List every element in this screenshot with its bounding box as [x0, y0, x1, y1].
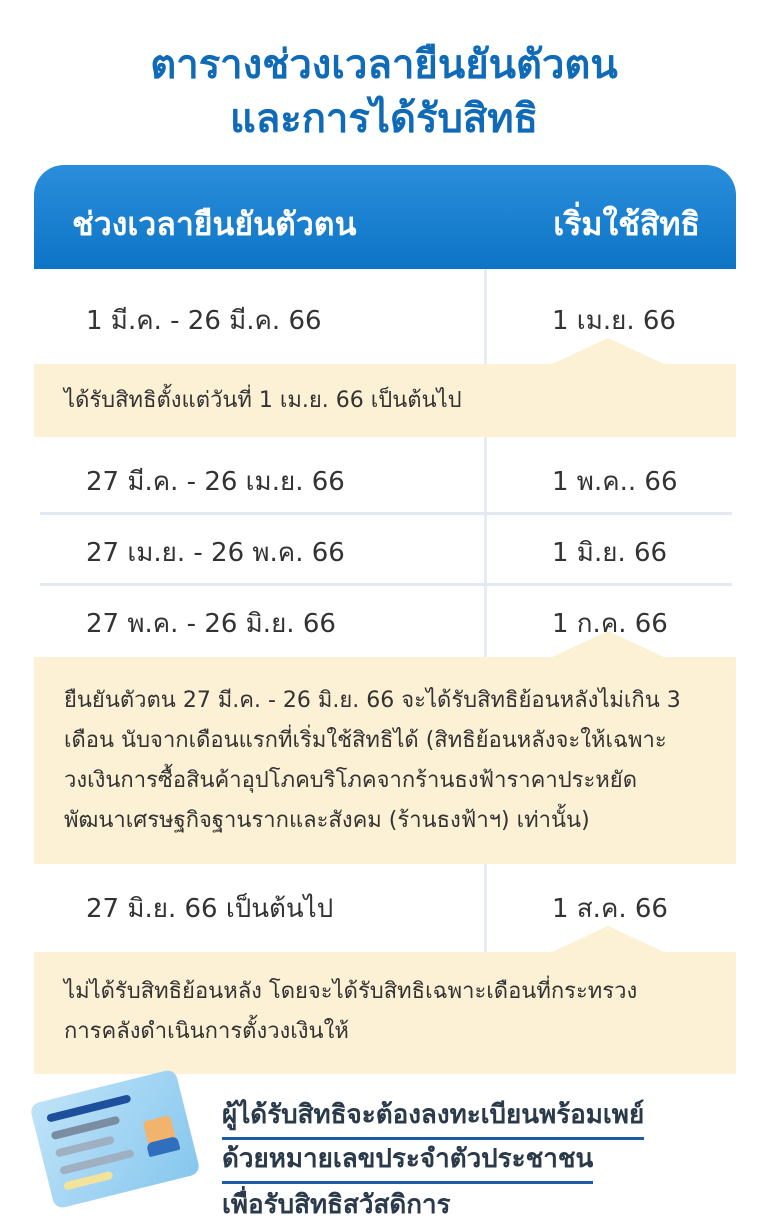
page-title-line-2: และการได้รับสิทธิ — [229, 96, 539, 142]
footer-line-2: ด้วยหมายเลขประจำตัวประชาชน — [222, 1138, 593, 1184]
column-divider — [484, 269, 487, 364]
row-start: 1 ก.ค. 66 — [552, 609, 668, 639]
note-box-3 — [34, 952, 736, 1074]
row-start: 1 ส.ค. 66 — [552, 894, 668, 924]
header-period: ช่วงเวลายืนยันตัวตน — [72, 205, 357, 243]
note-line: ไม่ได้รับสิทธิย้อนหลัง โดยจะได้รับสิทธิเฉพาะเดือนที่กระทรวง — [64, 979, 638, 1004]
note-notch — [552, 631, 664, 657]
footer-line-1: ผู้ได้รับสิทธิจะต้องลงทะเบียนพร้อมเพย์ — [222, 1094, 644, 1140]
note-text: ได้รับสิทธิตั้งแต่วันที่ 1 เม.ย. 66 เป็นต้นไป — [64, 388, 462, 413]
note-box-2 — [34, 657, 736, 864]
note-box-1 — [34, 364, 736, 437]
row-divider — [40, 583, 732, 586]
note-line: ยืนยันตัวตน 27 มี.ค. - 26 มิ.ย. 66 จะได้รับสิทธิย้อนหลังไม่เกิน 3 — [64, 688, 681, 713]
row-period: 27 พ.ค. - 26 มิ.ย. 66 — [86, 609, 336, 639]
row-period: 27 เม.ย. - 26 พ.ค. 66 — [86, 538, 345, 568]
column-divider — [484, 437, 487, 657]
page-title-line-1: ตารางช่วงเวลายืนยันตัวตน — [150, 42, 618, 88]
id-card-icon — [29, 1068, 201, 1209]
note-notch — [552, 926, 664, 952]
note-line: การคลังดำเนินการตั้งวงเงินให้ — [64, 1019, 349, 1044]
note-line: วงเงินการซื้อสินค้าอุปโภคบริโภคจากร้านธงฟ้าราคาประหยัด — [64, 768, 637, 793]
row-period: 27 มิ.ย. 66 เป็นต้นไป — [86, 894, 334, 924]
row-start: 1 มิ.ย. 66 — [552, 538, 668, 568]
header-start: เริ่มใช้สิทธิ — [553, 205, 700, 243]
row-period: 27 มี.ค. - 26 เม.ย. 66 — [86, 467, 345, 497]
row-start: 1 พ.ค.. 66 — [552, 467, 678, 497]
note-line: พัฒนาเศรษฐกิจฐานรากและสังคม (ร้านธงฟ้าฯ) เท่านั้น) — [64, 808, 590, 833]
footer-line-3: เพื่อรับสิทธิสวัสดิการ — [222, 1190, 451, 1220]
table-header — [34, 165, 736, 269]
row-start: 1 เม.ย. 66 — [552, 306, 676, 336]
row-period: 1 มี.ค. - 26 มี.ค. 66 — [86, 306, 322, 336]
note-notch — [552, 338, 664, 364]
row-divider — [40, 512, 732, 515]
column-divider — [484, 864, 487, 952]
note-line: เดือน นับจากเดือนแรกที่เริ่มใช้สิทธิได้ (สิทธิย้อนหลังจะให้เฉพาะ — [64, 728, 667, 753]
